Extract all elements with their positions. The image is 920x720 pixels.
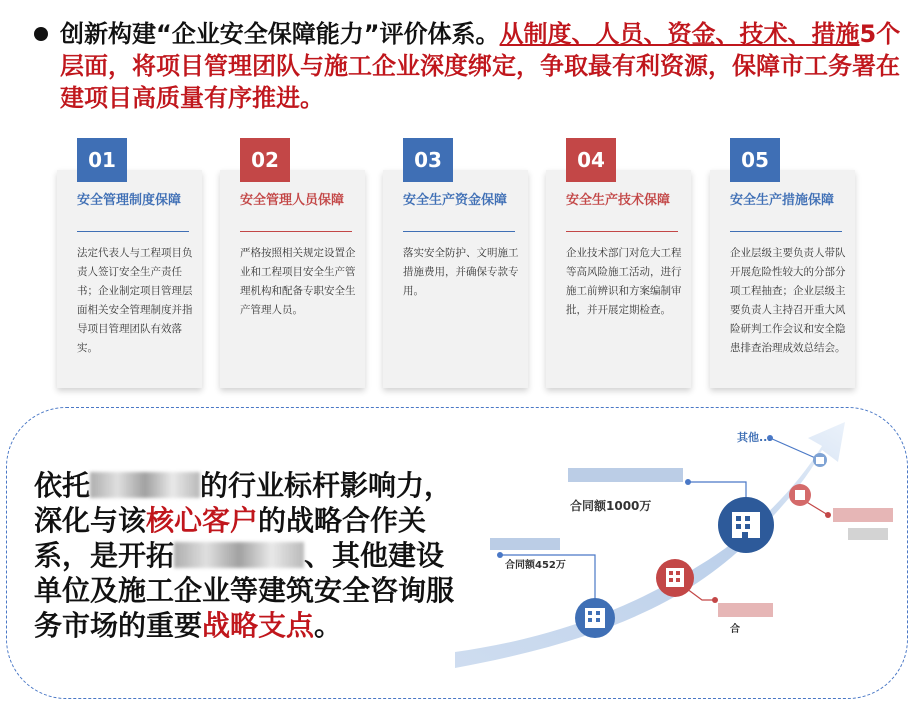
redacted-label [833,508,893,522]
label-contract-partial: 合 [730,624,740,635]
card-body: 严格按照相关规定设置企业和工程项目安全生产管理机构和配备专职安全生产管理人员。 [240,247,356,316]
text-seg-3: 核心客户 [146,504,259,537]
card-body: 企业技术部门对危大工程等高风险施工活动，进行施工前辨识和方案编制审批，并开展定期检查。 [566,247,682,316]
redacted-label [718,603,773,617]
card-divider [730,231,842,232]
headline-text [34,18,902,114]
card-body: 企业层级主要负责人带队开展危险性较大的分部分项工程抽查；企业层级主要负责人主持召开重大风险研判工作会议和安全隐患排查治理成效总结会。 [730,247,846,354]
headline-part2: 从制度、人员、资金、技术、措施 [499,20,860,48]
growth-arrow-graphic [450,420,905,675]
label-contract-1000: 合同额1000万 [570,499,652,513]
text-seg-4: 的战略合作关系，是开拓 [34,504,427,572]
redacted-label [490,538,560,550]
card-number: 05 [730,138,780,182]
label-contract-452: 合同额452万 [505,560,566,571]
connector-line [770,438,820,460]
card-05 [710,148,855,388]
card-02 [220,148,365,388]
text-seg-5: 、其他建设单位及施工企业等建筑安全咨询服务市场的重要 [34,539,455,642]
bullet-icon [34,27,48,41]
card-divider [240,231,352,232]
headline-part1: 创新构建“企业安全保障能力”评价体系。 [60,20,500,48]
redacted-block [174,542,304,568]
card-number: 04 [566,138,616,182]
card-title: 安全管理人员保障 [240,193,345,208]
card-number: 03 [403,138,453,182]
text-seg-6: 战略支点 [202,609,315,642]
card-title: 安全生产技术保障 [566,193,671,208]
card-divider [77,231,189,232]
strategy-paragraph [34,468,464,643]
card-title: 安全生产措施保障 [730,193,835,208]
headline-part3: 5个层面，将项目管理团队与施工企业深度绑定，争取最有利资源，保障市工务署在建项目高质量有序推进。 [60,20,901,112]
text-seg-7: 。 [314,609,343,642]
connector-dot [497,552,503,558]
card-04 [546,148,691,388]
card-title: 安全生产资金保障 [403,193,508,208]
card-body: 落实安全防护、文明施工措施费用，并确保专款专用。 [403,247,519,297]
label-other: 其他... [737,431,772,444]
redacted-label [848,528,888,540]
card-number: 02 [240,138,290,182]
connector-dot [712,597,718,603]
connector-dot [685,479,691,485]
card-number: 01 [77,138,127,182]
card-03 [383,148,528,388]
headline [34,18,902,114]
text-seg-2: 的行业标杆影响力，深化与该 [34,469,453,537]
redacted-label [568,468,683,482]
card-body: 法定代表人与工程项目负责人签订安全生产责任书；企业制定项目管理层面相关安全管理制度并指导项目管理团队有效落实。 [77,247,193,354]
card-divider [566,231,678,232]
card-title: 安全管理制度保障 [77,193,182,208]
card-divider [403,231,515,232]
redacted-block [90,472,200,498]
card-01 [57,148,202,388]
text-seg-1: 依托 [34,469,91,502]
connector-dot [825,512,831,518]
